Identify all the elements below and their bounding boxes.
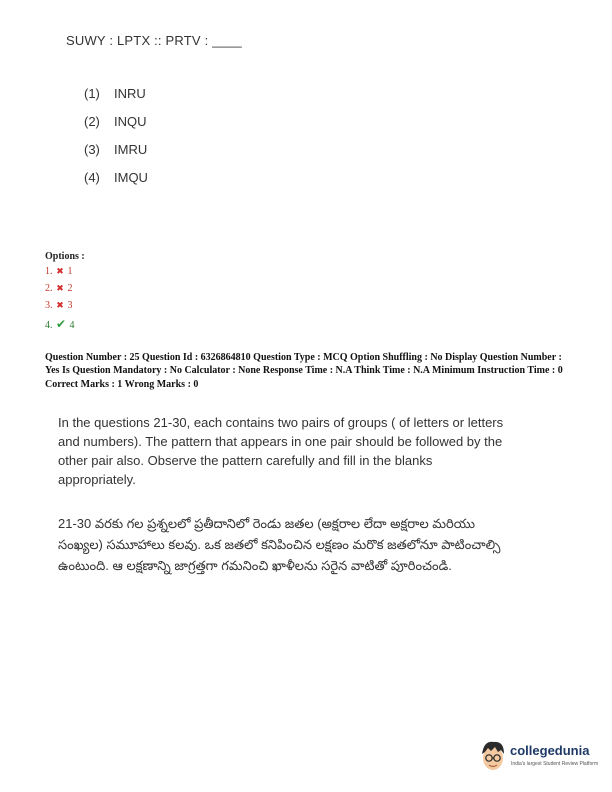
- choice-text: IMQU: [114, 170, 148, 185]
- cross-icon: ✖: [56, 266, 64, 276]
- instruction-telugu: 21-30 వరకు గల ప్రశ్నలలో ప్రతీదానిలో రెండు జతల (అక్షరాల లేదా అక్షరాల మరియు సంఖ్యల) సమూహాలు కలవు. ఒక జతలో కనిపించిన లక్షణం మరొక జతలోనూ పాటించాల్సి ఉంటుంది. ఆ లక్షణాన్ని జాగ్రత్తగా గమనించి ఖాళీలను సరైన వాటితో పూరించండి.: [58, 516, 501, 573]
- choice-number: (1): [84, 86, 100, 101]
- choice-4: [84, 170, 148, 198]
- choice-text: IMRU: [114, 142, 148, 157]
- collegedunia-logo: [478, 738, 602, 778]
- option-number: 4.: [45, 320, 53, 331]
- question-metadata: [45, 351, 570, 391]
- answer-choices: [84, 86, 148, 198]
- choice-1: [84, 86, 148, 114]
- choice-number: (3): [84, 142, 100, 157]
- option-value: 2: [67, 283, 73, 294]
- option-4: [45, 317, 75, 334]
- choice-3: [84, 142, 148, 170]
- option-value: 3: [67, 300, 73, 311]
- question-info: Question Number : 25 Question Id : 6326864810 Question Type : MCQ Option Shuffling : No Display Question Number : Yes Is Question Mandatory : No Calculator : None Response Time : N.A Think Time : N.A Minimum Instruction Time : 0: [45, 352, 563, 376]
- option-number: 1.: [45, 266, 53, 277]
- option-number: 2.: [45, 283, 53, 294]
- option-3: [45, 300, 75, 317]
- option-2: [45, 283, 75, 300]
- option-number: 3.: [45, 300, 53, 311]
- mascot-icon: [478, 738, 508, 776]
- question-text: SUWY : LPTX :: PRTV : ____: [66, 33, 242, 48]
- cross-icon: ✖: [56, 283, 64, 293]
- options-list: [45, 266, 75, 334]
- option-value: 4: [69, 320, 75, 331]
- choice-text: INQU: [114, 114, 147, 129]
- logo-name: collegedunia: [510, 743, 590, 758]
- checkmark-icon: ✔: [55, 317, 67, 331]
- choice-2: [84, 114, 148, 142]
- choice-number: (2): [84, 114, 100, 129]
- marks-info: Correct Marks : 1 Wrong Marks : 0: [45, 379, 199, 390]
- choice-text: INRU: [114, 86, 146, 101]
- cross-icon: ✖: [56, 300, 64, 310]
- option-1: [45, 266, 75, 283]
- options-heading: Options :: [45, 251, 85, 262]
- instruction-english: In the questions 21-30, each contains two pairs of groups ( of letters or letters and numbers). The pattern that appears in one pair should be followed by the other pair also. Observe the pattern carefully and fill in the blanks appropriately.: [58, 415, 504, 487]
- choice-number: (4): [84, 170, 100, 185]
- logo-tagline: India's largest Student Review Platform: [511, 761, 599, 767]
- option-value: 1: [67, 266, 73, 277]
